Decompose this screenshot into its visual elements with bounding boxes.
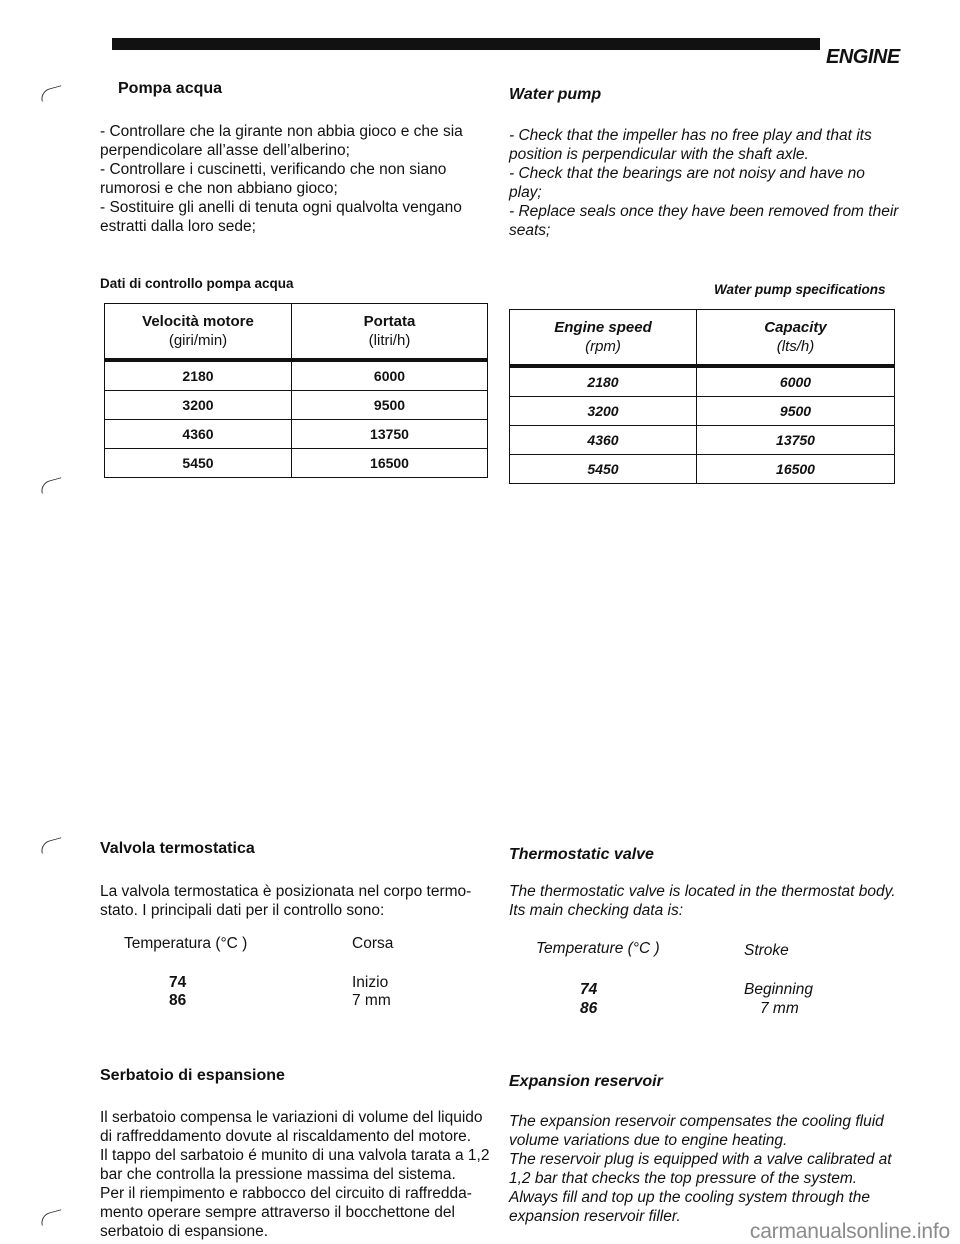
thermostat-title-en: Thermostatic valve: [509, 846, 654, 863]
text-line: bar che controlla la pressione massima del sistema.: [100, 1166, 456, 1183]
text-line: La valvola termostatica è posizionata nel corpo termo-: [100, 883, 472, 900]
text-line: - Controllare i cuscinetti, verificando che non siano: [100, 161, 447, 178]
text-line: mento operare sempre attraverso il bocchettone del: [100, 1204, 455, 1221]
table-cell: 9500: [292, 391, 488, 420]
text-line: expansion reservoir filler.: [509, 1208, 681, 1225]
binder-mark: [39, 85, 64, 102]
text-line: perpendicolare all’asse dell’alberino;: [100, 142, 350, 159]
header-bar: [112, 38, 820, 50]
text-line: - Check that the impeller has no free play and that its: [509, 127, 872, 144]
text-line: - Sostituire gli anelli di tenuta ogni qualvolta vengano: [100, 199, 462, 216]
table-caption-it: Dati di controllo pompa acqua: [100, 276, 294, 291]
table-cell: 6000: [292, 360, 488, 391]
table-cell: 6000: [697, 366, 895, 397]
binder-mark: [39, 1209, 64, 1226]
thermostat-col1-it: Temperatura (°C ): [124, 935, 248, 952]
water-pump-table-it: [104, 303, 488, 478]
table-cell: 4360: [105, 420, 292, 449]
table-row: [105, 391, 488, 420]
thermostat-stroke-it: 7 mm: [352, 992, 391, 1009]
table-header-cell: [510, 310, 697, 367]
water-pump-title-en: Water pump: [509, 86, 602, 103]
water-pump-title-it: Pompa acqua: [118, 80, 223, 97]
water-pump-text-it: [100, 122, 490, 236]
table-row: [510, 397, 895, 426]
section-label: ENGINE: [826, 46, 900, 68]
table-cell: 16500: [697, 455, 895, 484]
thermostat-temp-it: 86: [169, 992, 187, 1009]
text-line: The thermostatic valve is located in the thermostat body.: [509, 883, 896, 900]
text-line: serbatoio di espansione.: [100, 1223, 269, 1240]
water-pump-text-en: [509, 126, 901, 240]
thermostat-temp-it: 74: [169, 974, 187, 991]
table-header-cell: [292, 304, 488, 361]
thermostat-stroke-en: Beginning: [744, 981, 813, 998]
text-line: estratti dalla loro sede;: [100, 218, 256, 235]
reservoir-title-en: Expansion reservoir: [509, 1073, 663, 1090]
text-line: Its main checking data is:: [509, 902, 684, 919]
text-line: rumorosi e che non abbiano gioco;: [100, 180, 338, 197]
text-line: volume variations due to engine heating.: [509, 1132, 788, 1149]
table-header-row: [510, 310, 895, 367]
reservoir-title-it: Serbatoio di espansione: [100, 1067, 285, 1084]
binder-mark: [39, 837, 64, 854]
table-row: [510, 426, 895, 455]
text-line: seats;: [509, 222, 551, 239]
reservoir-text-en: [509, 1112, 901, 1226]
table-cell: 5450: [105, 449, 292, 478]
table-cell: 3200: [105, 391, 292, 420]
table-row: [510, 366, 895, 397]
binder-mark: [39, 477, 64, 494]
text-line: stato. I principali dati per il controllo sono:: [100, 902, 385, 919]
thermostat-col2-en: Stroke: [744, 942, 789, 959]
watermark: carmanualsonline.info: [749, 1220, 950, 1243]
header-name: Capacity: [764, 319, 827, 336]
header-unit: (litri/h): [368, 332, 411, 349]
header-name: Engine speed: [554, 319, 652, 336]
table-header-cell: [697, 310, 895, 367]
header-name: Portata: [363, 313, 416, 330]
table-cell: 5450: [510, 455, 697, 484]
text-line: - Check that the bearings are not noisy and have no play;: [509, 165, 865, 201]
thermostat-temp-en: 74: [580, 981, 598, 998]
thermostat-title-it: Valvola termostatica: [100, 840, 255, 857]
text-line: - Controllare che la girante non abbia gioco e che sia: [100, 123, 463, 140]
table-header-row: [105, 304, 488, 361]
table-cell: 2180: [510, 366, 697, 397]
text-line: 1,2 bar that checks the top pressure of the system.: [509, 1170, 858, 1187]
table-row: [105, 449, 488, 478]
text-line: The expansion reservoir compensates the cooling fluid: [509, 1113, 884, 1130]
table-cell: 3200: [510, 397, 697, 426]
table-caption-en: Water pump specifications: [714, 282, 886, 297]
water-pump-table-en: [509, 309, 895, 484]
text-line: Il tappo del sarbatoio é munito di una valvola tarata a 1,2: [100, 1147, 490, 1164]
header-unit: (rpm): [585, 338, 621, 355]
thermostat-col2-it: Corsa: [352, 935, 394, 952]
table-cell: 9500: [697, 397, 895, 426]
table-cell: 16500: [292, 449, 488, 478]
text-line: - Replace seals once they have been removed from their: [509, 203, 899, 220]
table-row: [510, 455, 895, 484]
thermostat-text-en: [509, 882, 901, 920]
header-name: Velocità motore: [142, 313, 254, 330]
header-unit: (lts/h): [776, 338, 815, 355]
table-row: [105, 360, 488, 391]
table-row: [105, 420, 488, 449]
thermostat-text-it: [100, 882, 490, 920]
thermostat-stroke-en: 7 mm: [760, 1000, 799, 1017]
table-cell: 4360: [510, 426, 697, 455]
text-line: Per il riempimento e rabbocco del circuito di raffredda-: [100, 1185, 472, 1202]
thermostat-temp-en: 86: [580, 1000, 598, 1017]
reservoir-text-it: [100, 1108, 490, 1241]
text-line: Always fill and top up the cooling system through the: [509, 1189, 871, 1206]
header-unit: (giri/min): [168, 332, 228, 349]
table-cell: 13750: [697, 426, 895, 455]
table-cell: 2180: [105, 360, 292, 391]
text-line: The reservoir plug is equipped with a valve calibrated at: [509, 1151, 892, 1168]
text-line: Il serbatoio compensa le variazioni di volume del liquido: [100, 1109, 483, 1126]
table-header-cell: [105, 304, 292, 361]
thermostat-col1-en: Temperature (°C ): [536, 940, 660, 957]
text-line: di raffreddamento dovute al riscaldamento del motore.: [100, 1128, 472, 1145]
text-line: position is perpendicular with the shaft axle.: [509, 146, 809, 163]
thermostat-stroke-it: Inizio: [352, 974, 389, 991]
table-cell: 13750: [292, 420, 488, 449]
